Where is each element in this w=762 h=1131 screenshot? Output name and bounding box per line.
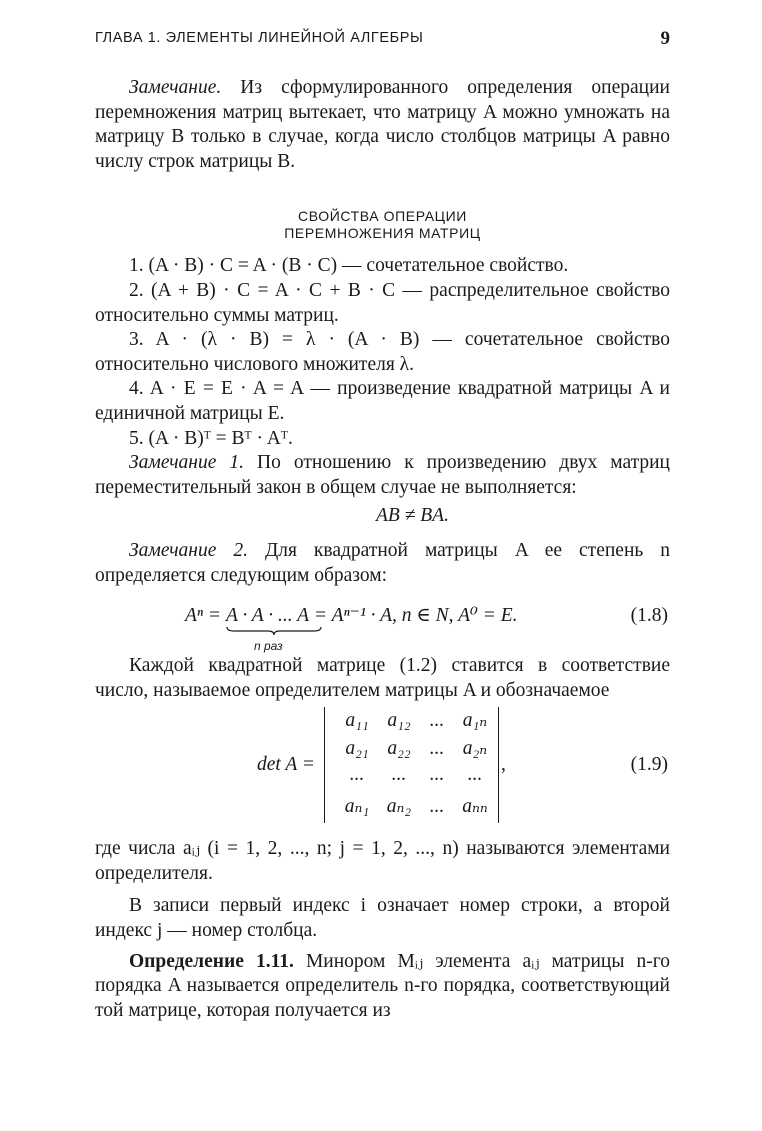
matrix-cell: a₁₁ xyxy=(345,710,369,732)
definition-text: Минором Mᵢⱼ элемента aᵢⱼ матрицы n-го порядка A называется определитель n-го порядка, соответствующий той матрице, которая получается из xyxy=(95,950,671,1021)
page-body xyxy=(95,76,670,1023)
matrix-cell: ... xyxy=(349,764,365,786)
underbrace-content: A · A · ... A xyxy=(225,605,310,627)
remark-1 xyxy=(95,451,670,500)
remark-label: Замечание 1. xyxy=(129,452,245,474)
matrix-cell: ... xyxy=(429,796,445,818)
remark-label: Замечание 2. xyxy=(129,539,248,561)
equation-1-8 xyxy=(95,600,670,654)
elements-note: где числа aᵢⱼ (i = 1, 2, ..., n; j = 1, 2, ..., n) называются элементами определителя. xyxy=(95,838,670,884)
matrix-cell: a₂₂ xyxy=(387,738,411,760)
equation-body xyxy=(185,604,518,654)
matrix-cell: aₙ₂ xyxy=(386,796,412,818)
remark-text: Из сформулированного определения операции перемножения матриц вытекает, что матрицу A можно умножать на матрицу B только в случае, когда число столбцов матрицы A равно числу строк матрицы B. xyxy=(95,77,670,172)
matrix-cell: ... xyxy=(429,710,445,732)
property-item: 5. (A · B)ᵀ = Bᵀ · Aᵀ. xyxy=(129,427,293,449)
definition-label: Определение 1.11. xyxy=(129,950,294,972)
equation-number: (1.8) xyxy=(630,605,668,627)
underbrace-group xyxy=(225,604,310,654)
matrix-cell: a₂₁ xyxy=(345,738,369,760)
determinant-intro: Каждой квадратной матрице (1.2) ставится в соответствие число, называемое определителем матрицы A и обозначаемое xyxy=(95,655,670,701)
matrix-cell: aₙ₁ xyxy=(344,796,370,818)
index-note: В записи первый индекс i означает номер строки, а второй индекс j — номер столбца. xyxy=(95,895,670,942)
matrix-cell: ... xyxy=(467,764,483,786)
section-heading xyxy=(95,208,670,242)
matrix-cell: ... xyxy=(429,764,445,786)
equation-lhs: Aⁿ = xyxy=(185,605,226,627)
property-item: 1. (A · B) · C = A · (B · C) — сочетательное свойство. xyxy=(129,255,569,277)
equation-number: (1.9) xyxy=(630,754,668,776)
property-item: 2. (A + B) · C = A · C + B · C — распределительное свойство относительно суммы матриц. xyxy=(95,279,670,326)
remark-label: Замечание. xyxy=(129,77,222,98)
remark-text: Для квадратной матрицы A ее степень n определяется следующим образом: xyxy=(95,539,670,586)
matrix-cell: ... xyxy=(391,764,407,786)
section-heading-line: ПЕРЕМНОЖЕНИЯ МАТРИЦ xyxy=(284,225,481,242)
page-number: 9 xyxy=(660,28,670,49)
equation-rhs: = Aⁿ⁻¹ · A, n ∈ N, A⁰ = E. xyxy=(309,605,518,627)
matrix-cell: a₁₂ xyxy=(387,710,411,732)
det-right-bar xyxy=(498,707,499,823)
det-comma: , xyxy=(501,754,506,776)
det-left-bar xyxy=(324,707,325,823)
formula-ab-ne-ba: AB ≠ BA. xyxy=(376,505,449,527)
det-label: det A = xyxy=(257,754,315,776)
remark-intro xyxy=(95,76,670,174)
equation-1-9 xyxy=(95,707,670,829)
chapter-title: ГЛАВА 1. ЭЛЕМЕНТЫ ЛИНЕЙНОЙ АЛГЕБРЫ xyxy=(95,30,424,46)
definition-1-11 xyxy=(95,950,670,1024)
matrix-cell: a₂ₙ xyxy=(462,738,488,760)
matrix-cell: a₁ₙ xyxy=(462,710,488,732)
property-item: 3. A · (λ · B) = λ · (A · B) — сочетательное свойство относительно числового множителя λ. xyxy=(95,329,670,375)
property-item: 4. A · E = E · A = A — произведение квадратной матрицы A и единичной матрицы E. xyxy=(95,378,670,424)
section-heading-line: СВОЙСТВА ОПЕРАЦИИ xyxy=(298,208,467,225)
underbrace-label: n раз xyxy=(253,639,283,654)
matrix-cell: ... xyxy=(429,738,445,760)
running-header xyxy=(95,30,670,54)
remark-text: По отношению к произведению двух матриц переместительный закон в общем случае не выполняется: xyxy=(95,452,670,498)
matrix-cell: aₙₙ xyxy=(462,796,488,818)
remark-2 xyxy=(95,539,670,588)
